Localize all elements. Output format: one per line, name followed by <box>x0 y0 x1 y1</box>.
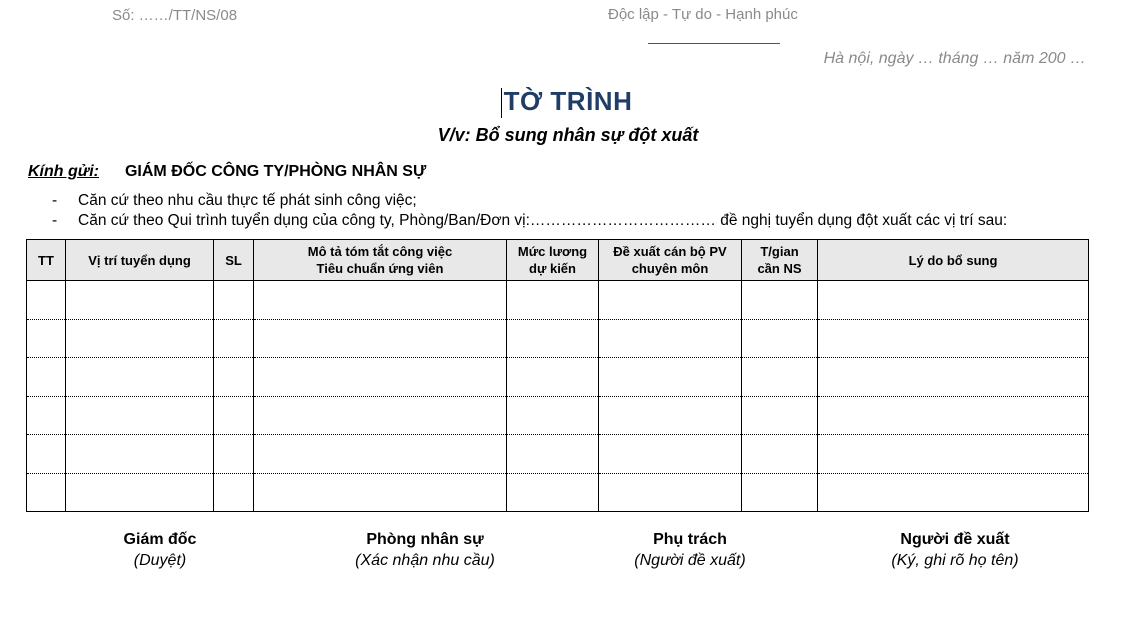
table-cell[interactable] <box>27 435 66 474</box>
table-cell[interactable] <box>66 319 214 358</box>
table-row <box>27 281 1089 320</box>
table-row <box>27 473 1089 512</box>
signature-note: (Ký, ghi rõ họ tên) <box>891 552 1019 569</box>
header-reason: Lý do bổ sung <box>818 240 1089 281</box>
header-tt: TT <box>27 240 66 281</box>
table-row <box>27 319 1089 358</box>
header-position: Vị trí tuyển dụng <box>66 240 214 281</box>
basis-text[interactable]: Căn cứ theo nhu cầu thực tế phát sinh công việc; <box>78 192 417 209</box>
table-cell[interactable] <box>214 473 254 512</box>
table-row <box>27 358 1089 397</box>
table-cell[interactable] <box>742 473 818 512</box>
table-cell[interactable] <box>254 473 507 512</box>
signature-note: (Duyệt) <box>133 552 187 569</box>
signature-title: Phòng nhân sự <box>366 531 484 548</box>
table-cell[interactable] <box>214 358 254 397</box>
table-cell[interactable] <box>599 396 742 435</box>
table-cell[interactable] <box>818 473 1089 512</box>
table-cell[interactable] <box>507 396 599 435</box>
table-cell[interactable] <box>66 358 214 397</box>
table-cell[interactable] <box>742 319 818 358</box>
table-cell[interactable] <box>214 319 254 358</box>
table-cell[interactable] <box>214 435 254 474</box>
table-cell[interactable] <box>507 435 599 474</box>
signature-block-director <box>40 531 280 570</box>
header-job-description: Mô tả tóm tắt công việc Tiêu chuẩn ứng viên <box>254 240 507 281</box>
table-cell[interactable] <box>254 396 507 435</box>
place-date-line: Hà nội, ngày … tháng … năm 200 … <box>823 50 1086 67</box>
signature-title: Người đề xuất <box>900 531 1010 548</box>
table-cell[interactable] <box>818 358 1089 397</box>
bullet-dash: - <box>52 212 58 229</box>
table-cell[interactable] <box>254 319 507 358</box>
table-cell[interactable] <box>599 435 742 474</box>
recipient-value[interactable]: GIÁM ĐỐC CÔNG TY/PHÒNG NHÂN SỰ <box>124 163 427 180</box>
table-cell[interactable] <box>507 319 599 358</box>
signature-block-hr <box>305 531 545 570</box>
recipient-label: Kính gửi: <box>28 163 99 180</box>
table-cell[interactable] <box>27 281 66 320</box>
signature-title: Giám đốc <box>123 531 197 548</box>
document-subtitle[interactable]: V/v: Bổ sung nhân sự đột xuất <box>437 125 699 145</box>
signature-note: (Người đề xuất) <box>634 552 746 569</box>
signature-block-manager <box>570 531 810 570</box>
table-cell[interactable] <box>66 473 214 512</box>
table-cell[interactable] <box>818 435 1089 474</box>
table-cell[interactable] <box>27 319 66 358</box>
header-quantity: SL <box>214 240 254 281</box>
signature-block-proposer <box>835 531 1075 570</box>
table-cell[interactable] <box>818 281 1089 320</box>
table-cell[interactable] <box>66 435 214 474</box>
table-cell[interactable] <box>742 358 818 397</box>
header-time-needed: T/gian cần NS <box>742 240 818 281</box>
table-cell[interactable] <box>214 396 254 435</box>
table-cell[interactable] <box>27 473 66 512</box>
table-cell[interactable] <box>742 435 818 474</box>
header-interviewer: Đề xuất cán bộ PV chuyên môn <box>599 240 742 281</box>
table-cell[interactable] <box>507 358 599 397</box>
document-number: Số: ……/TT/NS/08 <box>112 7 238 24</box>
national-motto: Độc lập - Tự do - Hạnh phúc <box>608 6 798 23</box>
signature-note: (Xác nhận nhu cầu) <box>355 552 495 569</box>
table-cell[interactable] <box>254 358 507 397</box>
document-title-text: TỜ TRÌNH <box>503 86 633 116</box>
table-row <box>27 396 1089 435</box>
table-cell[interactable] <box>27 358 66 397</box>
header-salary: Mức lương dự kiến <box>507 240 599 281</box>
text-cursor <box>501 88 502 118</box>
table-cell[interactable] <box>507 281 599 320</box>
table-cell[interactable] <box>66 281 214 320</box>
table-cell[interactable] <box>599 358 742 397</box>
table-cell[interactable] <box>818 319 1089 358</box>
document-title[interactable] <box>504 86 633 117</box>
table-cell[interactable] <box>254 435 507 474</box>
table-cell[interactable] <box>214 281 254 320</box>
basis-text[interactable]: Căn cứ theo Qui trình tuyển dụng của công ty, Phòng/Ban/Đơn vị:……………………………… đề nghị tuyển dụng đột xuất các vị trí sau: <box>78 212 1008 229</box>
table-cell[interactable] <box>66 396 214 435</box>
table-header-row <box>27 240 1089 281</box>
table-cell[interactable] <box>254 281 507 320</box>
table-cell[interactable] <box>599 473 742 512</box>
signature-title: Phụ trách <box>653 531 727 548</box>
recruitment-table <box>26 239 1089 512</box>
basis-item <box>52 192 417 210</box>
table-row <box>27 435 1089 474</box>
table-cell[interactable] <box>742 396 818 435</box>
table-cell[interactable] <box>599 281 742 320</box>
table-cell[interactable] <box>27 396 66 435</box>
table-cell[interactable] <box>599 319 742 358</box>
recipient-line <box>28 163 426 181</box>
table-cell[interactable] <box>742 281 818 320</box>
table-body <box>27 281 1089 512</box>
basis-item <box>52 212 1007 230</box>
table-cell[interactable] <box>507 473 599 512</box>
motto-underline <box>648 43 780 44</box>
title-container <box>0 86 1136 117</box>
table-cell[interactable] <box>818 396 1089 435</box>
bullet-dash: - <box>52 192 58 209</box>
subtitle-container <box>0 125 1136 146</box>
